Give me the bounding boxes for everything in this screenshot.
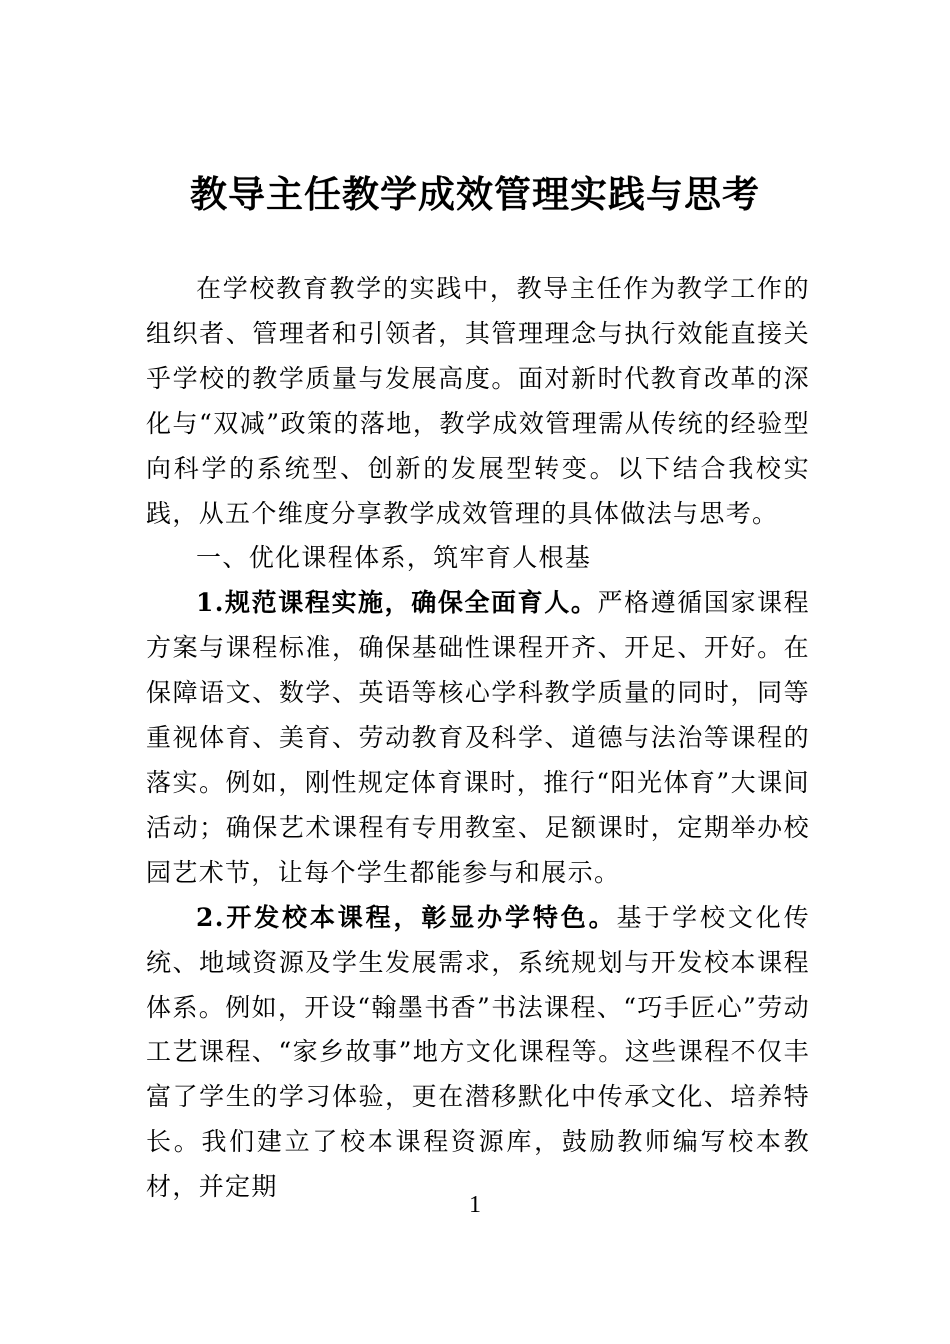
section-item-paragraph xyxy=(146,896,810,1210)
section-item-paragraph xyxy=(146,581,810,895)
item-lead-text: 2.开发校本课程，彰显办学特色。 xyxy=(196,902,617,932)
item-lead-text: 1.规范课程实施，确保全面育人。 xyxy=(196,588,598,618)
document-body xyxy=(146,267,810,1210)
intro-paragraph: 在学校教育教学的实践中，教导主任作为教学工作的组织者、管理者和引领者，其管理理念与执行效能直接关乎学校的教学质量与发展高度。面对新时代教育改革的深化与“双减”政策的落地，教学成效管理需从传统的经验型向科学的系统型、创新的发展型转变。以下结合我校实践，从五个维度分享教学成效管理的具体做法与思考。 xyxy=(146,274,810,528)
document-title: 教导主任教学成效管理实践与思考 xyxy=(190,172,760,216)
item-body-text: 严格遵循国家课程方案与课程标准，确保基础性课程开齐、开足、开好。在保障语文、数学、英语等核心学科教学质量的同时，同等重视体育、美育、劳动教育及科学、道德与法治等课程的落实。例如，刚性规定体育课时，推行“阳光体育”大课间活动；确保艺术课程有专用教室、足额课时，定期举办校园艺术节，让每个学生都能参与和展示。 xyxy=(146,588,810,887)
page-number: 1 xyxy=(469,1192,481,1218)
section-heading: 一、优化课程体系，筑牢育人根基 xyxy=(196,543,592,573)
item-body-text: 基于学校文化传统、地域资源及学生发展需求，系统规划与开发校本课程体系。例如，开设“翰墨书香”书法课程、“巧手匠心”劳动工艺课程、“家乡故事”地方文化课程等。这些课程不仅丰富了学生的学习体验，更在潜移默化中传承文化、培养特长。我们建立了校本课程资源库，鼓励教师编写校本教材，并定期 xyxy=(146,902,811,1202)
